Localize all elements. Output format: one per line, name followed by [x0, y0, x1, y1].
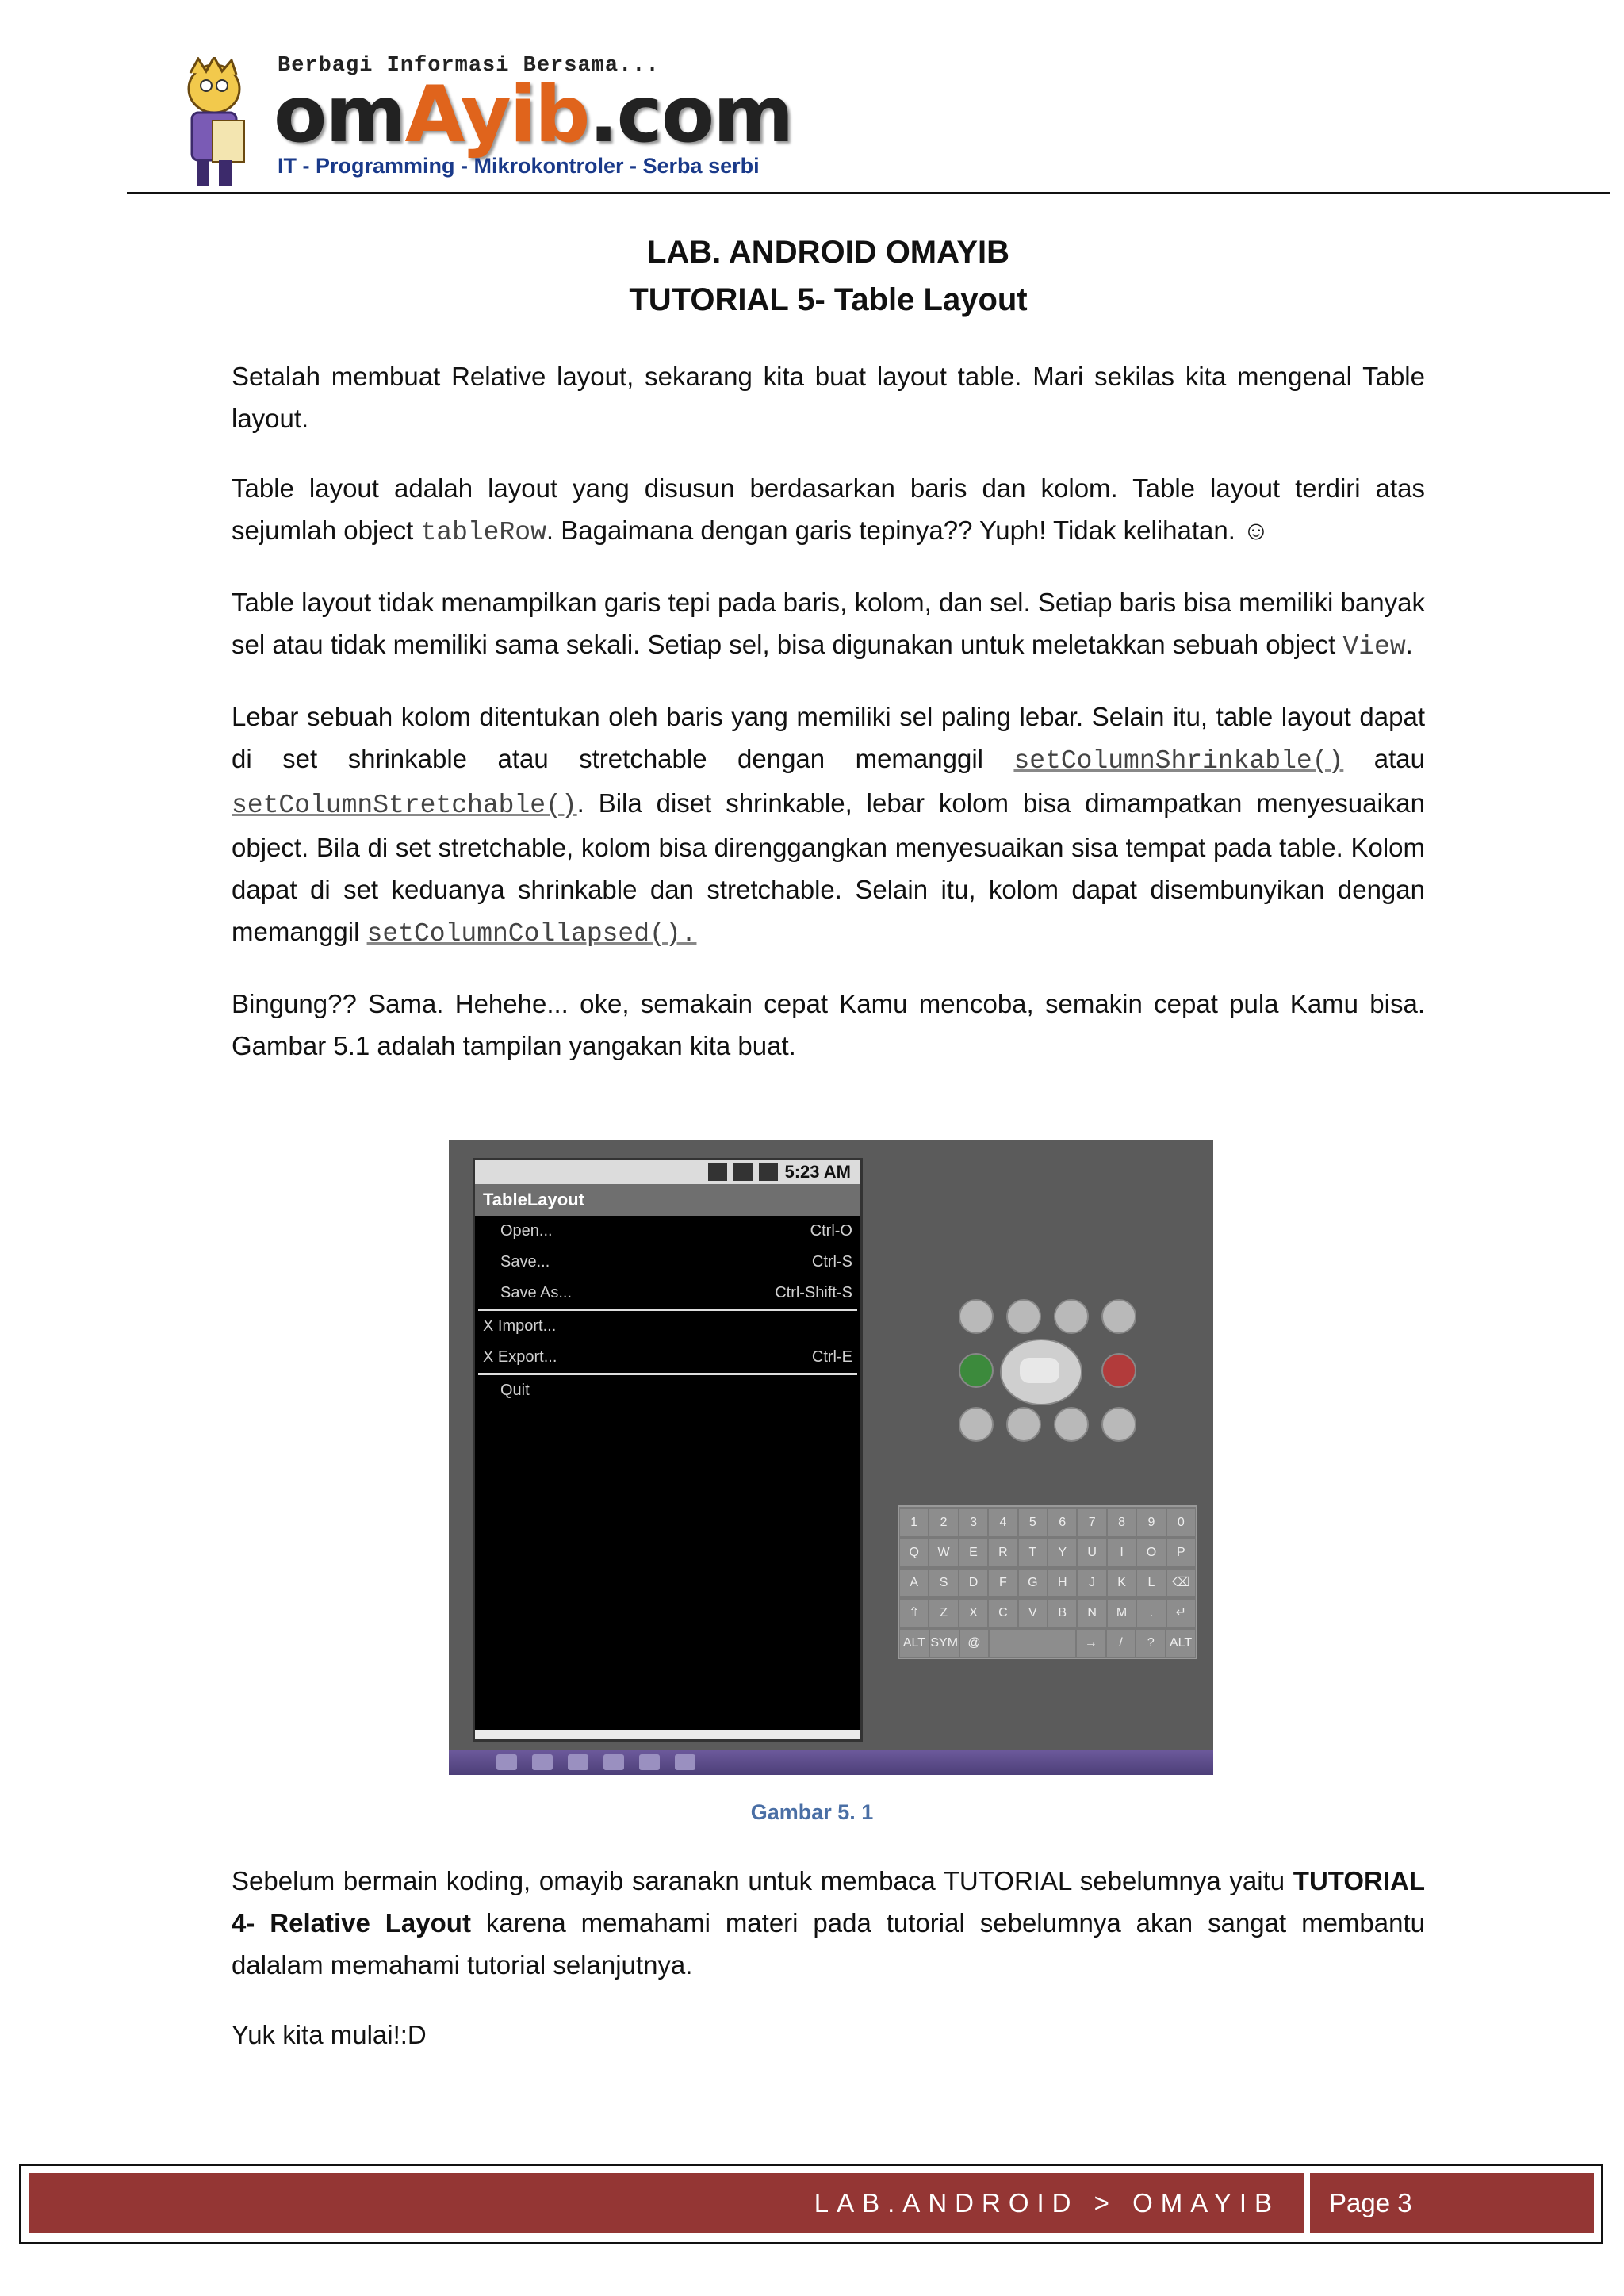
volume-up-button-icon[interactable] [1054, 1299, 1089, 1334]
keyboard-key[interactable]: ALT [900, 1630, 929, 1657]
keyboard-key[interactable]: @ [960, 1630, 989, 1657]
code-link-setcolumnstretchable[interactable]: setColumnStretchable() [232, 791, 577, 820]
paragraph-6-text-a: Sebelum bermain koding, omayib saranakn untuk membaca TUTORIAL sebelumnya yaitu [232, 1866, 1293, 1895]
dpad-center-button[interactable] [1020, 1358, 1059, 1383]
keyboard-key[interactable]: 6 [1048, 1509, 1076, 1536]
main-content-continued [232, 1860, 1425, 2083]
keyboard-key[interactable]: 3 [959, 1509, 987, 1536]
keyboard-key[interactable]: N [1078, 1600, 1105, 1627]
menu-item[interactable] [475, 1247, 860, 1278]
keyboard-key[interactable]: ⇧ [900, 1600, 928, 1627]
keyboard-key[interactable]: / [1107, 1630, 1136, 1657]
keyboard-key[interactable]: G [1019, 1570, 1047, 1596]
keyboard-key[interactable]: U [1078, 1539, 1105, 1566]
keyboard-key[interactable]: H [1048, 1570, 1076, 1596]
paragraph-3-text-a: Table layout tidak menampilkan garis tepi pada baris, kolom, dan sel. Setiap baris bisa memiliki banyak sel atau tidak memiliki sama sekali. Setiap sel, bisa digunakan untuk meletakkan sebuah object [232, 588, 1425, 659]
logo-text-om: om [274, 70, 405, 160]
paragraph-3-text-b: . [1405, 630, 1413, 659]
taskbar-app-icon[interactable] [639, 1754, 660, 1770]
keyboard-key[interactable]: 9 [1137, 1509, 1165, 1536]
keyboard-key[interactable]: SYM [930, 1630, 959, 1657]
menu-item[interactable] [475, 1216, 860, 1247]
code-link-setcolumnshrinkable[interactable]: setColumnShrinkable() [1013, 746, 1344, 776]
taskbar-app-icon[interactable] [496, 1754, 517, 1770]
keyboard-key[interactable]: ↵ [1167, 1600, 1195, 1627]
paragraph-6-bold: TUTORIAL 4- Relative Layout [232, 1866, 1425, 1938]
keyboard-key[interactable]: W [929, 1539, 957, 1566]
end-call-button-icon[interactable] [1101, 1353, 1136, 1388]
keyboard-key[interactable]: F [989, 1570, 1017, 1596]
keyboard-key[interactable]: O [1137, 1539, 1165, 1566]
keyboard-key[interactable]: K [1108, 1570, 1136, 1596]
keyboard-key[interactable]: V [1019, 1600, 1047, 1627]
signal-icon [733, 1163, 753, 1181]
power-button-icon[interactable] [1101, 1299, 1136, 1334]
paragraph-5: Bingung?? Sama. Hehehe... oke, semakain cepat Kamu mencoba, semakin cepat pula Kamu bisa. Gambar 5.1 adalah tampilan yangakan kita buat. [232, 989, 1425, 1060]
network-icon [708, 1163, 727, 1181]
keyboard-key[interactable]: 7 [1078, 1509, 1105, 1536]
keyboard-key[interactable]: P [1167, 1539, 1195, 1566]
site-logo[interactable] [274, 70, 793, 160]
keyboard-key[interactable]: C [989, 1600, 1017, 1627]
keyboard-key[interactable]: 8 [1108, 1509, 1136, 1536]
menu-list [475, 1216, 860, 1406]
menu-item-shortcut: Ctrl-S [811, 1253, 852, 1271]
keyboard-key[interactable]: ⌫ [1167, 1570, 1195, 1596]
keyboard-key[interactable]: 5 [1019, 1509, 1047, 1536]
menu-item-shortcut: Ctrl-E [811, 1348, 852, 1366]
header-divider [127, 192, 1610, 194]
code-tablerow: tableRow [420, 518, 546, 547]
back-button-icon[interactable] [1054, 1407, 1089, 1442]
search-button-icon[interactable] [1101, 1407, 1136, 1442]
camera-button-icon[interactable] [959, 1299, 994, 1334]
phone-screen [473, 1158, 863, 1742]
keyboard-key[interactable]: A [900, 1570, 928, 1596]
header-tagline: Berbagi Informasi Bersama... [278, 54, 660, 78]
keyboard-row [899, 1599, 1196, 1627]
keyboard-key[interactable]: ALT [1166, 1630, 1195, 1657]
keyboard-row [899, 1629, 1196, 1658]
keyboard-key[interactable]: 4 [989, 1509, 1017, 1536]
menu-item-shortcut: Ctrl-O [810, 1222, 852, 1240]
status-bar [475, 1160, 860, 1184]
paragraph-2 [232, 467, 1425, 554]
doc-subtitle: TUTORIAL 5- Table Layout [629, 282, 1028, 317]
header-subline: IT - Programming - Mikrokontroler - Serba serbi [278, 154, 760, 178]
paragraph-4-text-b: atau [1343, 744, 1425, 773]
code-view: View [1342, 632, 1406, 661]
code-link-setcolumncollapsed[interactable]: setColumnCollapsed(). [366, 919, 697, 949]
keyboard-key[interactable]: ? [1136, 1630, 1165, 1657]
keyboard-key[interactable]: E [959, 1539, 987, 1566]
page-number: Page 3 [1329, 2188, 1412, 2217]
paragraph-3 [232, 581, 1425, 668]
keyboard-row [899, 1508, 1196, 1537]
keyboard-key[interactable]: D [959, 1570, 987, 1596]
menu-item-label: Save... [500, 1253, 550, 1271]
logo-text-ayib: Ayib [404, 70, 589, 160]
paragraph-6 [232, 1860, 1425, 1986]
keyboard-key[interactable]: X [959, 1600, 987, 1627]
main-content [232, 228, 1425, 1094]
taskbar-app-icon[interactable] [675, 1754, 695, 1770]
emulator-screenshot [449, 1140, 1213, 1775]
menu-item-label: Open... [500, 1222, 553, 1240]
paragraph-4-text-c: . Bila diset shrinkable, lebar kolom bisa dimampatkan menyesuaikan object. Bila di set stretchable, kolom bisa direnggangkan menyesuaikan sisa tempat pada table. Kolom dapat di set keduanya shrinkable dan stretchable. Selain itu, kolom dapat disembunyikan dengan memanggil [232, 788, 1425, 946]
keyboard-key[interactable]: I [1108, 1539, 1136, 1566]
call-button-icon[interactable] [959, 1353, 994, 1388]
keyboard-key[interactable]: 0 [1167, 1509, 1195, 1536]
keyboard-key[interactable]: 1 [900, 1509, 928, 1536]
keyboard-key[interactable]: M [1108, 1600, 1136, 1627]
keyboard-key[interactable]: . [1137, 1600, 1165, 1627]
menu-item[interactable] [475, 1278, 860, 1309]
footer-label: LAB.ANDROID > OMAYIB [814, 2188, 1280, 2217]
app-title-bar: TableLayout [475, 1184, 860, 1216]
paragraph-1: Setalah membuat Relative layout, sekarang kita buat layout table. Mari sekilas kita mengenal Table layout. [232, 362, 1425, 433]
paragraph-4-text-a: Lebar sebuah kolom ditentukan oleh baris yang memiliki sel paling lebar. Selain itu, table layout dapat di set shrinkable atau stretchable dengan memanggil [232, 702, 1425, 773]
mascot-logo-icon [167, 57, 262, 192]
keyboard-key[interactable]: J [1078, 1570, 1105, 1596]
keyboard-row [899, 1539, 1196, 1567]
keyboard-key[interactable]: S [929, 1570, 957, 1596]
emulator-keyboard [898, 1505, 1197, 1659]
keyboard-key[interactable]: L [1137, 1570, 1165, 1596]
windows-taskbar [449, 1750, 1213, 1775]
keyboard-key[interactable]: Z [929, 1600, 957, 1627]
battery-icon [759, 1163, 778, 1181]
taskbar-app-icon[interactable] [603, 1754, 624, 1770]
menu-item-label: X Export... [483, 1348, 557, 1366]
menu-item-label: X Import... [483, 1317, 557, 1335]
taskbar-app-icon[interactable] [568, 1754, 588, 1770]
paragraph-2-text-b: . Bagaimana dengan garis tepinya?? Yuph! Tidak kelihatan. ☺ [546, 516, 1270, 545]
keyboard-key[interactable]: 2 [929, 1509, 957, 1536]
keyboard-key[interactable]: Q [900, 1539, 928, 1566]
menu-item[interactable] [475, 1375, 860, 1406]
keyboard-key[interactable] [990, 1630, 1074, 1657]
paragraph-7: Yuk kita mulai!:D [232, 2020, 427, 2049]
logo-text-com: .com [588, 70, 793, 160]
doc-title: LAB. ANDROID OMAYIB [646, 235, 1010, 270]
keyboard-key[interactable]: Y [1048, 1539, 1076, 1566]
keyboard-row [899, 1569, 1196, 1597]
taskbar-app-icon[interactable] [532, 1754, 553, 1770]
keyboard-key[interactable]: B [1048, 1600, 1076, 1627]
paragraph-4 [232, 696, 1425, 955]
home-button-icon[interactable] [959, 1407, 994, 1442]
menu-item-shortcut: Ctrl-Shift-S [775, 1284, 852, 1301]
figure-caption: Gambar 5. 1 [750, 1800, 874, 1824]
volume-down-button-icon[interactable] [1006, 1299, 1041, 1334]
phone-bottom-bar [475, 1730, 860, 1739]
menu-item[interactable] [475, 1311, 860, 1342]
menu-button-icon[interactable] [1006, 1407, 1041, 1442]
paragraph-6-text-b: karena memahami materi pada tutorial sebelumnya akan sangat membantu dalalam memahami tutorial selanjutnya. [232, 1908, 1426, 1980]
menu-item-label: Quit [500, 1382, 530, 1399]
menu-item[interactable] [475, 1342, 860, 1373]
keyboard-key[interactable]: → [1077, 1630, 1105, 1657]
keyboard-key[interactable]: T [1019, 1539, 1047, 1566]
emulator-controls [889, 1299, 1206, 1458]
status-time: 5:23 AM [784, 1162, 851, 1182]
page-header [127, 48, 1610, 190]
paragraph-2-text-a: Table layout adalah layout yang disusun berdasarkan baris dan kolom. Table layout terdiri atas sejumlah object [232, 473, 1425, 545]
keyboard-key[interactable]: R [989, 1539, 1017, 1566]
menu-item-label: Save As... [500, 1284, 573, 1301]
